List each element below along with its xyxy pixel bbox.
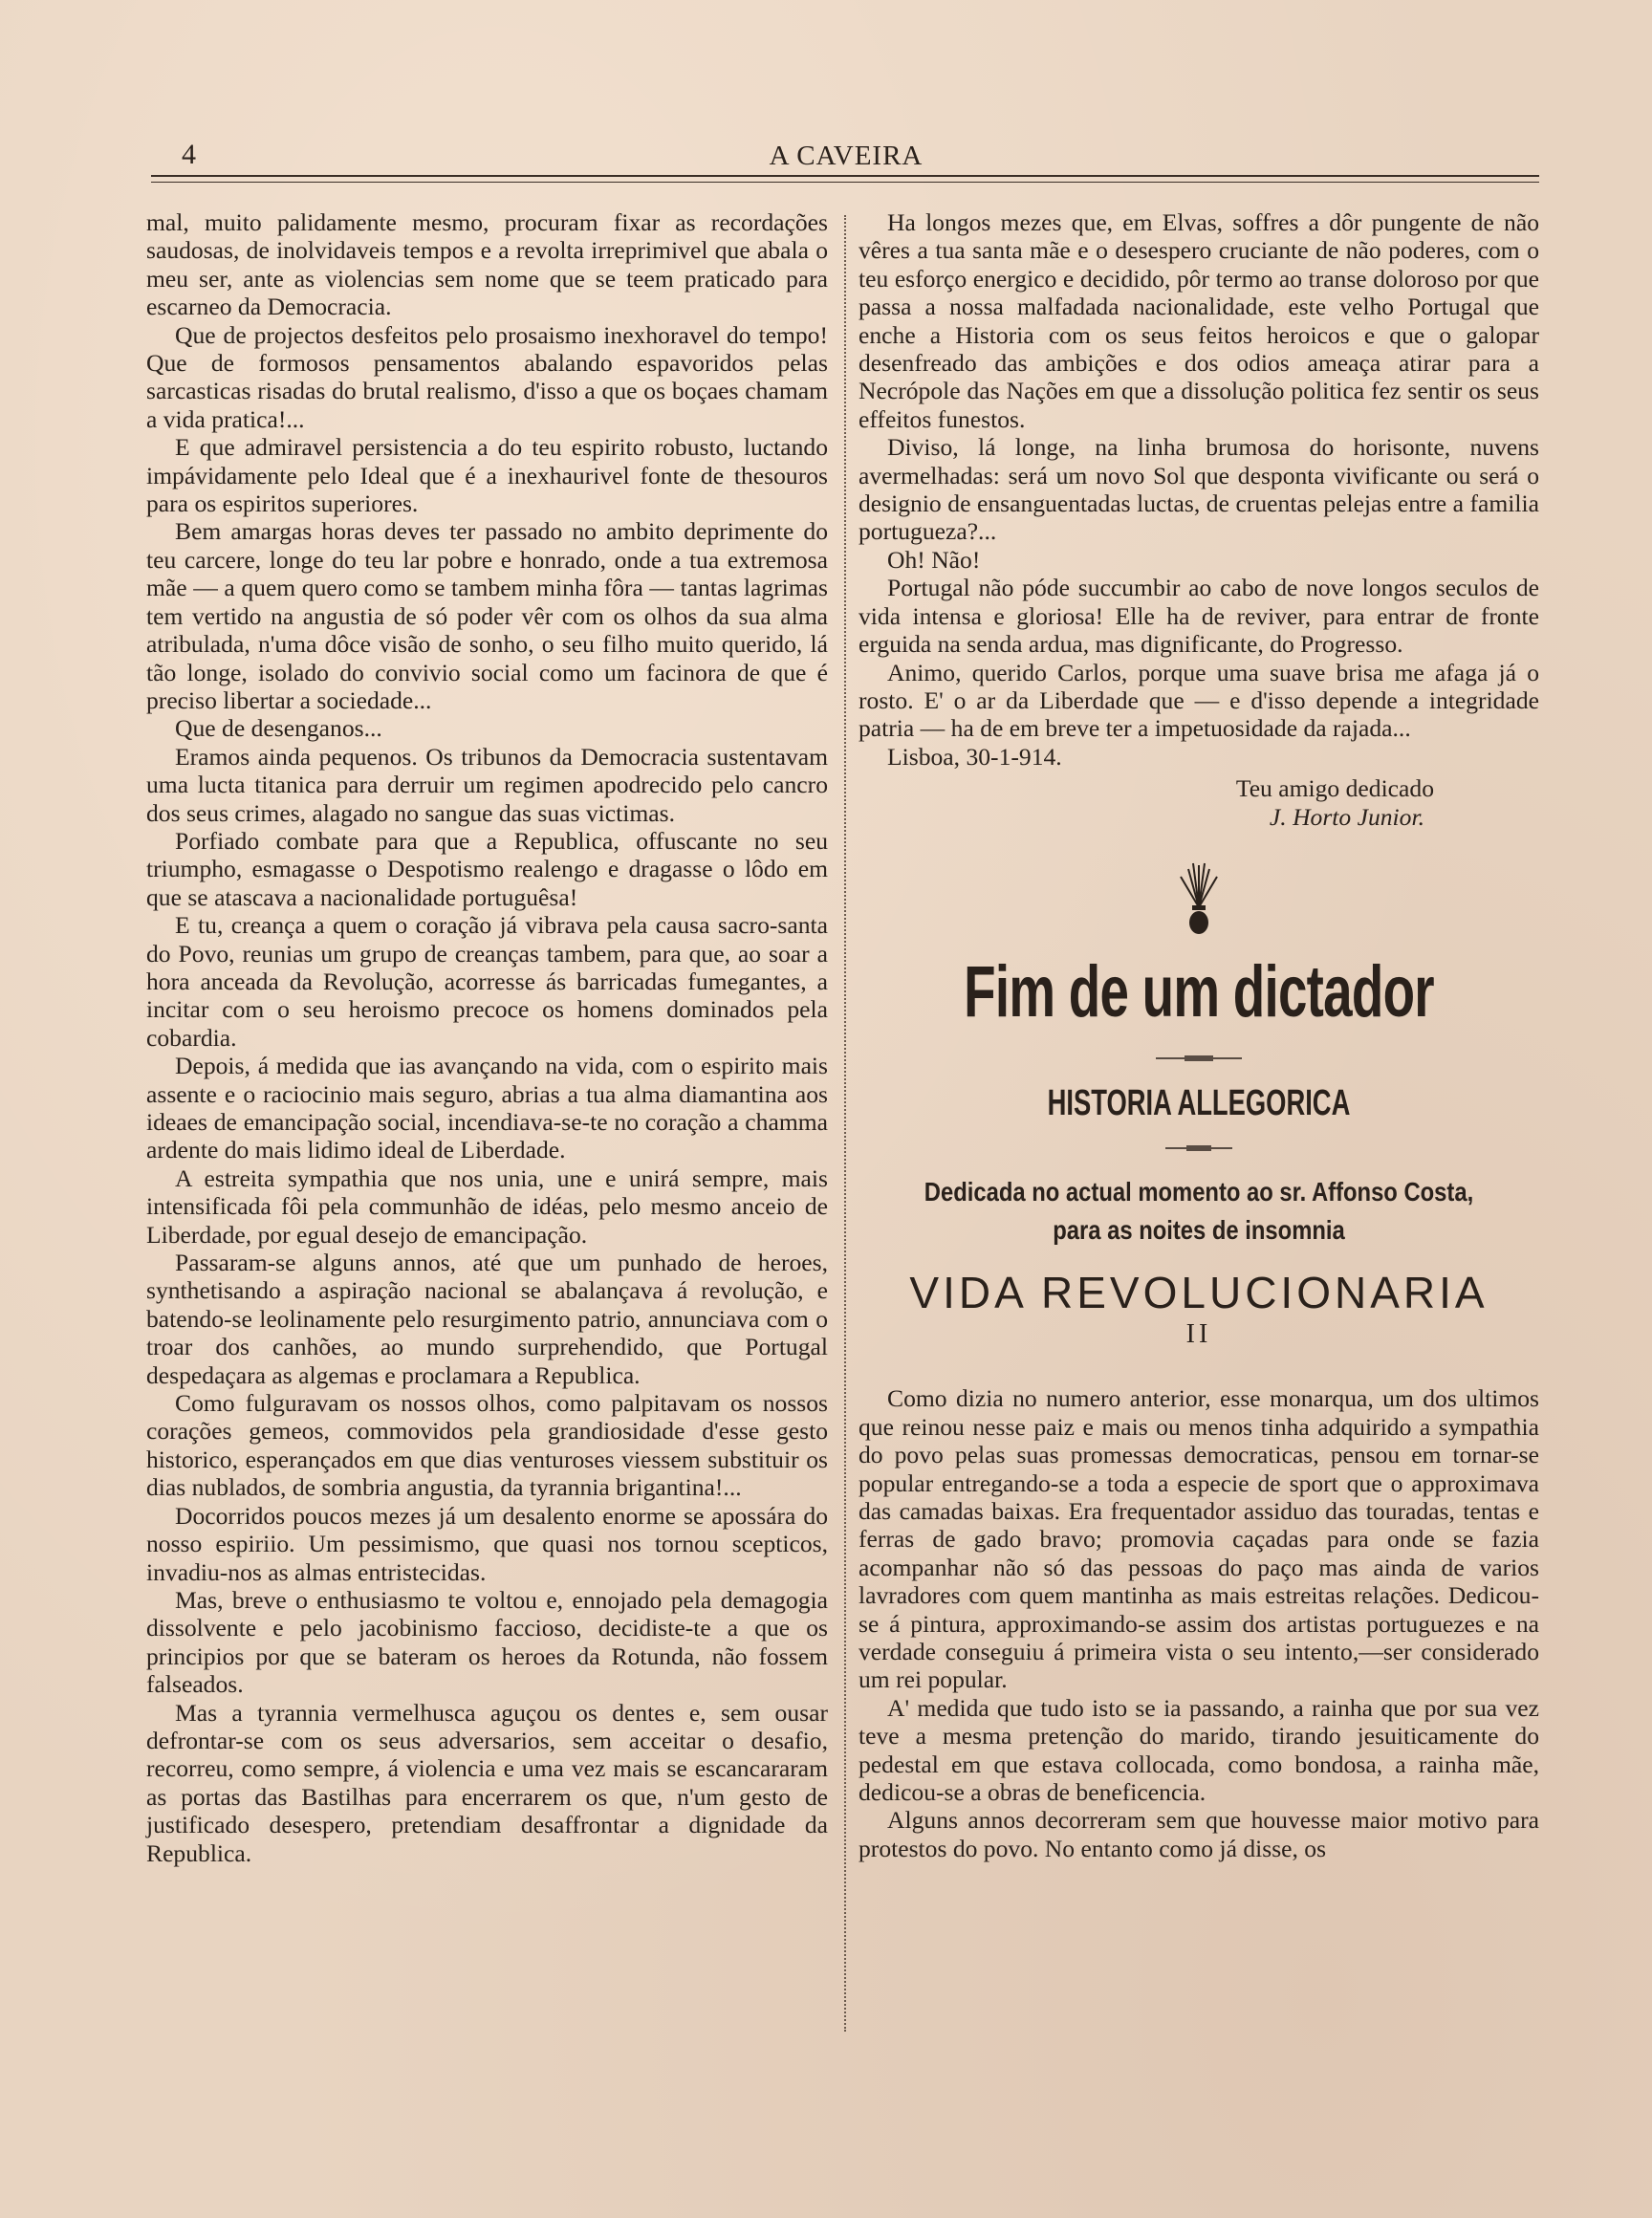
page-header [153, 139, 1539, 177]
left-paragraph: A estreita sympathia que nos unia, une e unirá sempre, mais intensificada fôi pela communhão de idéas, pelo mesmo anceio de Liberdade, por egual desejo de emancipação. [146, 1163, 828, 1249]
signature-name: J. Horto Junior. [1269, 802, 1424, 831]
letter-paragraph: Portugal não póde succumbir ao cabo de nove longos seculos de vida intensa e gloriosa! Elle ha de reviver, para entrar de fronte erguida na senda ardua, mas dignificante, do Progresso. [859, 574, 1539, 659]
left-paragraph: Porfiado combate para que a Republica, offuscante no seu triumpho, esmagasse o Despotismo realengo e dragasse o lôdo em que se atascava a nacionalidade portuguêsa! [146, 826, 828, 911]
left-column [146, 208, 828, 1867]
left-paragraph: Que de projectos desfeitos pelo prosaismo inexhoravel do tempo! Que de formosos pensamentos abalando espavoridos pelas sarcasticas risadas do brutal realismo, d'isso a que os boçaes chamam a vida pratica!... [146, 320, 828, 433]
left-paragraph: Mas a tyrannia vermelhusca aguçou os dentes e, sem ousar defrontar-se com os seus adversarios, sem acceitar o desafio, recorreu, como sempre, á violencia e uma vez mais se escancararam as portas das Bastilhas para encerrarem os que, n'um gesto de justificado desespero, pretendiam desaffrontar a dignidade da Republica. [146, 1698, 828, 1867]
subhead-separator [1165, 1144, 1232, 1152]
letter-signature [859, 774, 1539, 831]
left-paragraph: Como fulguravam os nossos olhos, como palpitavam os nossos corações gemeos, commovidos pela grandiosidade d'esse gesto historico, esperançados em que dias venturoses viessem substituir os dias nublados, de sombria angustia, da tyrannia brigantina!... [146, 1389, 828, 1502]
left-paragraph: Bem amargas horas deves ter passado no ambito deprimente do teu carcere, longe do teu lar pobre e honrado, onde a tua extremosa mãe — a quem quero como se tambem minha fôra — tantas lagrimas tem vertido na angustia de só poder vêr com os olhos da sua alma atribulada, n'uma dôce visão de sonho, o seu filho muito querido, lá tão longe, isolado do convivio social como um facinora de que é preciso libertar a sociedade... [146, 517, 828, 714]
letter-paragraph: Ha longos mezes que, em Elvas, soffres a dôr pungente de não vêres a tua santa mãe e o desespero cruciante de não poderes, com o teu esforço energico e decidido, pôr termo ao transe doloroso por que passa a nossa malfadada nacionalidade, este velho Portugal que enche a Historia com os seus feitos heroicos e que o galopar desenfreado das ambições e dos odios ameaça atirar para a Necrópole das Nações em que a dissolução politica fez sentir os seus effeitos funestos. [859, 208, 1539, 433]
letter-paragraph: Animo, querido Carlos, porque uma suave brisa me afaga já o rosto. E' o ar da Liberdade que — e d'isso depende a integridade patria — ha de em breve ter a impetuosidade da rajada... [859, 658, 1539, 743]
article-subhead: HISTORIA ALLEGORICA [1047, 1082, 1351, 1123]
letter-paragraph: Oh! Não! [887, 545, 981, 574]
header-rule [151, 175, 1539, 183]
left-paragraph: Mas, breve o enthusiasmo te voltou e, ennojado pela demagogia dissolvente e pelo jacobinismo faccioso, decidiste-te a que os principios por que se bateram os heroes da Rotunda, não fossem falseados. [146, 1585, 828, 1699]
wheat-sheaf-ornament-icon [1175, 859, 1223, 936]
page-number: 4 [182, 139, 196, 170]
left-paragraph: E tu, creança a quem o coração já vibrava pela causa sacro-santa do Povo, reunias um grupo de creanças tambem, para que, ao soar a hora anceada da Revolução, acorresse ás barricadas fumegantes, a incitar com o seu heroismo precoce os homens dominados pela cobardia. [146, 911, 828, 1052]
left-paragraph: Depois, á medida que ias avançando na vida, com o espirito mais assente e o raciocinio mais seguro, abrias a tua alma diamantina aos ideaes de emancipação social, incendiava-se-te no coração a chamma ardente do mais lidimo ideal de Liberdade. [146, 1052, 828, 1164]
left-paragraph: Docorridos poucos mezes já um desalento enorme se apossára do nosso espiriio. Um pessimismo, que quasi nos tornou scepticos, invadiu-nos as almas entristecidas. [146, 1501, 828, 1586]
headline-separator [1156, 1055, 1242, 1062]
left-paragraph: Passaram-se alguns annos, até que um punhado de heroes, synthetisando a aspiração nacional se abalançava á revolução, e batendo-se leolinamente pelo resurgimento patrio, annunciava com o troar dos canhões, ao mundo surprehendido, que Portugal despedaçara as algemas e proclamara a Republica. [146, 1249, 828, 1389]
right-column [859, 208, 1539, 1862]
letter-paragraph: Diviso, lá longe, na linha brumosa do horisonte, nuvens avermelhadas: será um novo Sol que desponta vivificante ou será o designio de ensanguentadas luctas, de cruentas pelejas entre a familia portugueza?... [859, 433, 1539, 546]
left-paragraph: Eramos ainda pequenos. Os tribunos da Democracia sustentavam uma lucta titanica para derruir um regimen apodrecido pelo cancro dos seus crimes, alagado no sangue das suas victimas. [146, 742, 828, 827]
chapter-number: II [1185, 1318, 1212, 1349]
left-paragraph: mal, muito palidamente mesmo, procuram fixar as recordações saudosas, de inolvidaveis tempos e a revolta irreprimivel que abala o meu ser, ante as violencias sem nome que se teem praticado para escarneo da Democracia. [146, 208, 828, 321]
article-paragraph: A' medida que tudo isto se ia passando, a rainha que por sua vez teve a mesma pretenção do marido, tirando jesuiticamente do pedestal em que estava collocada, como bondosa, a rainha mãe, dedicou-se a obras de beneficencia. [859, 1693, 1539, 1807]
article-headline: Fim de um dictador [964, 950, 1434, 1033]
left-paragraph: E que admiravel persistencia a do teu espirito robusto, luctando impávidamente pelo Ideal que é a inexhaurivel fonte de thesouros para os espiritos superiores. [146, 433, 828, 518]
column-divider [844, 215, 846, 2032]
article-paragraph: Como dizia no numero anterior, esse monarqua, um dos ultimos que reinou nesse paiz e mais ou menos tinha adquirido a sympathia do povo pelas suas promessas democraticas, pensou em tornar-se popular entregando-se a toda a especie de sport que o approximava das camadas baixas. Era frequentador assiduo das touradas, tentas e ferras de gado bravo; promovia caçadas para onde se fazia acompanhar não só das pessoas do paço mas ainda de varios lavradores com quem mantinha as mais estreitas relações. Dedicou-se á pintura, approximando-se assim dos artistas portuguezes e na verdade conseguiu á primeira vista o seu intento,—ser considerado um rei popular. [859, 1384, 1539, 1694]
section-title: VIDA REVOLUCIONARIA [909, 1267, 1489, 1317]
left-paragraph: Que de desenganos... [175, 714, 382, 743]
signature-closing: Teu amigo dedicado [1235, 774, 1434, 803]
article-paragraph: Alguns annos decorreram sem que houvesse maior motivo para protestos do povo. No entanto como já disse, os [859, 1806, 1539, 1862]
letter-dateline: Lisboa, 30-1-914. [887, 742, 1062, 771]
running-title: A CAVEIRA [769, 141, 924, 171]
article-dedication: Dedicada no actual momento ao sr. Affonso Costa, para as noites de insomnia [924, 1176, 1474, 1245]
